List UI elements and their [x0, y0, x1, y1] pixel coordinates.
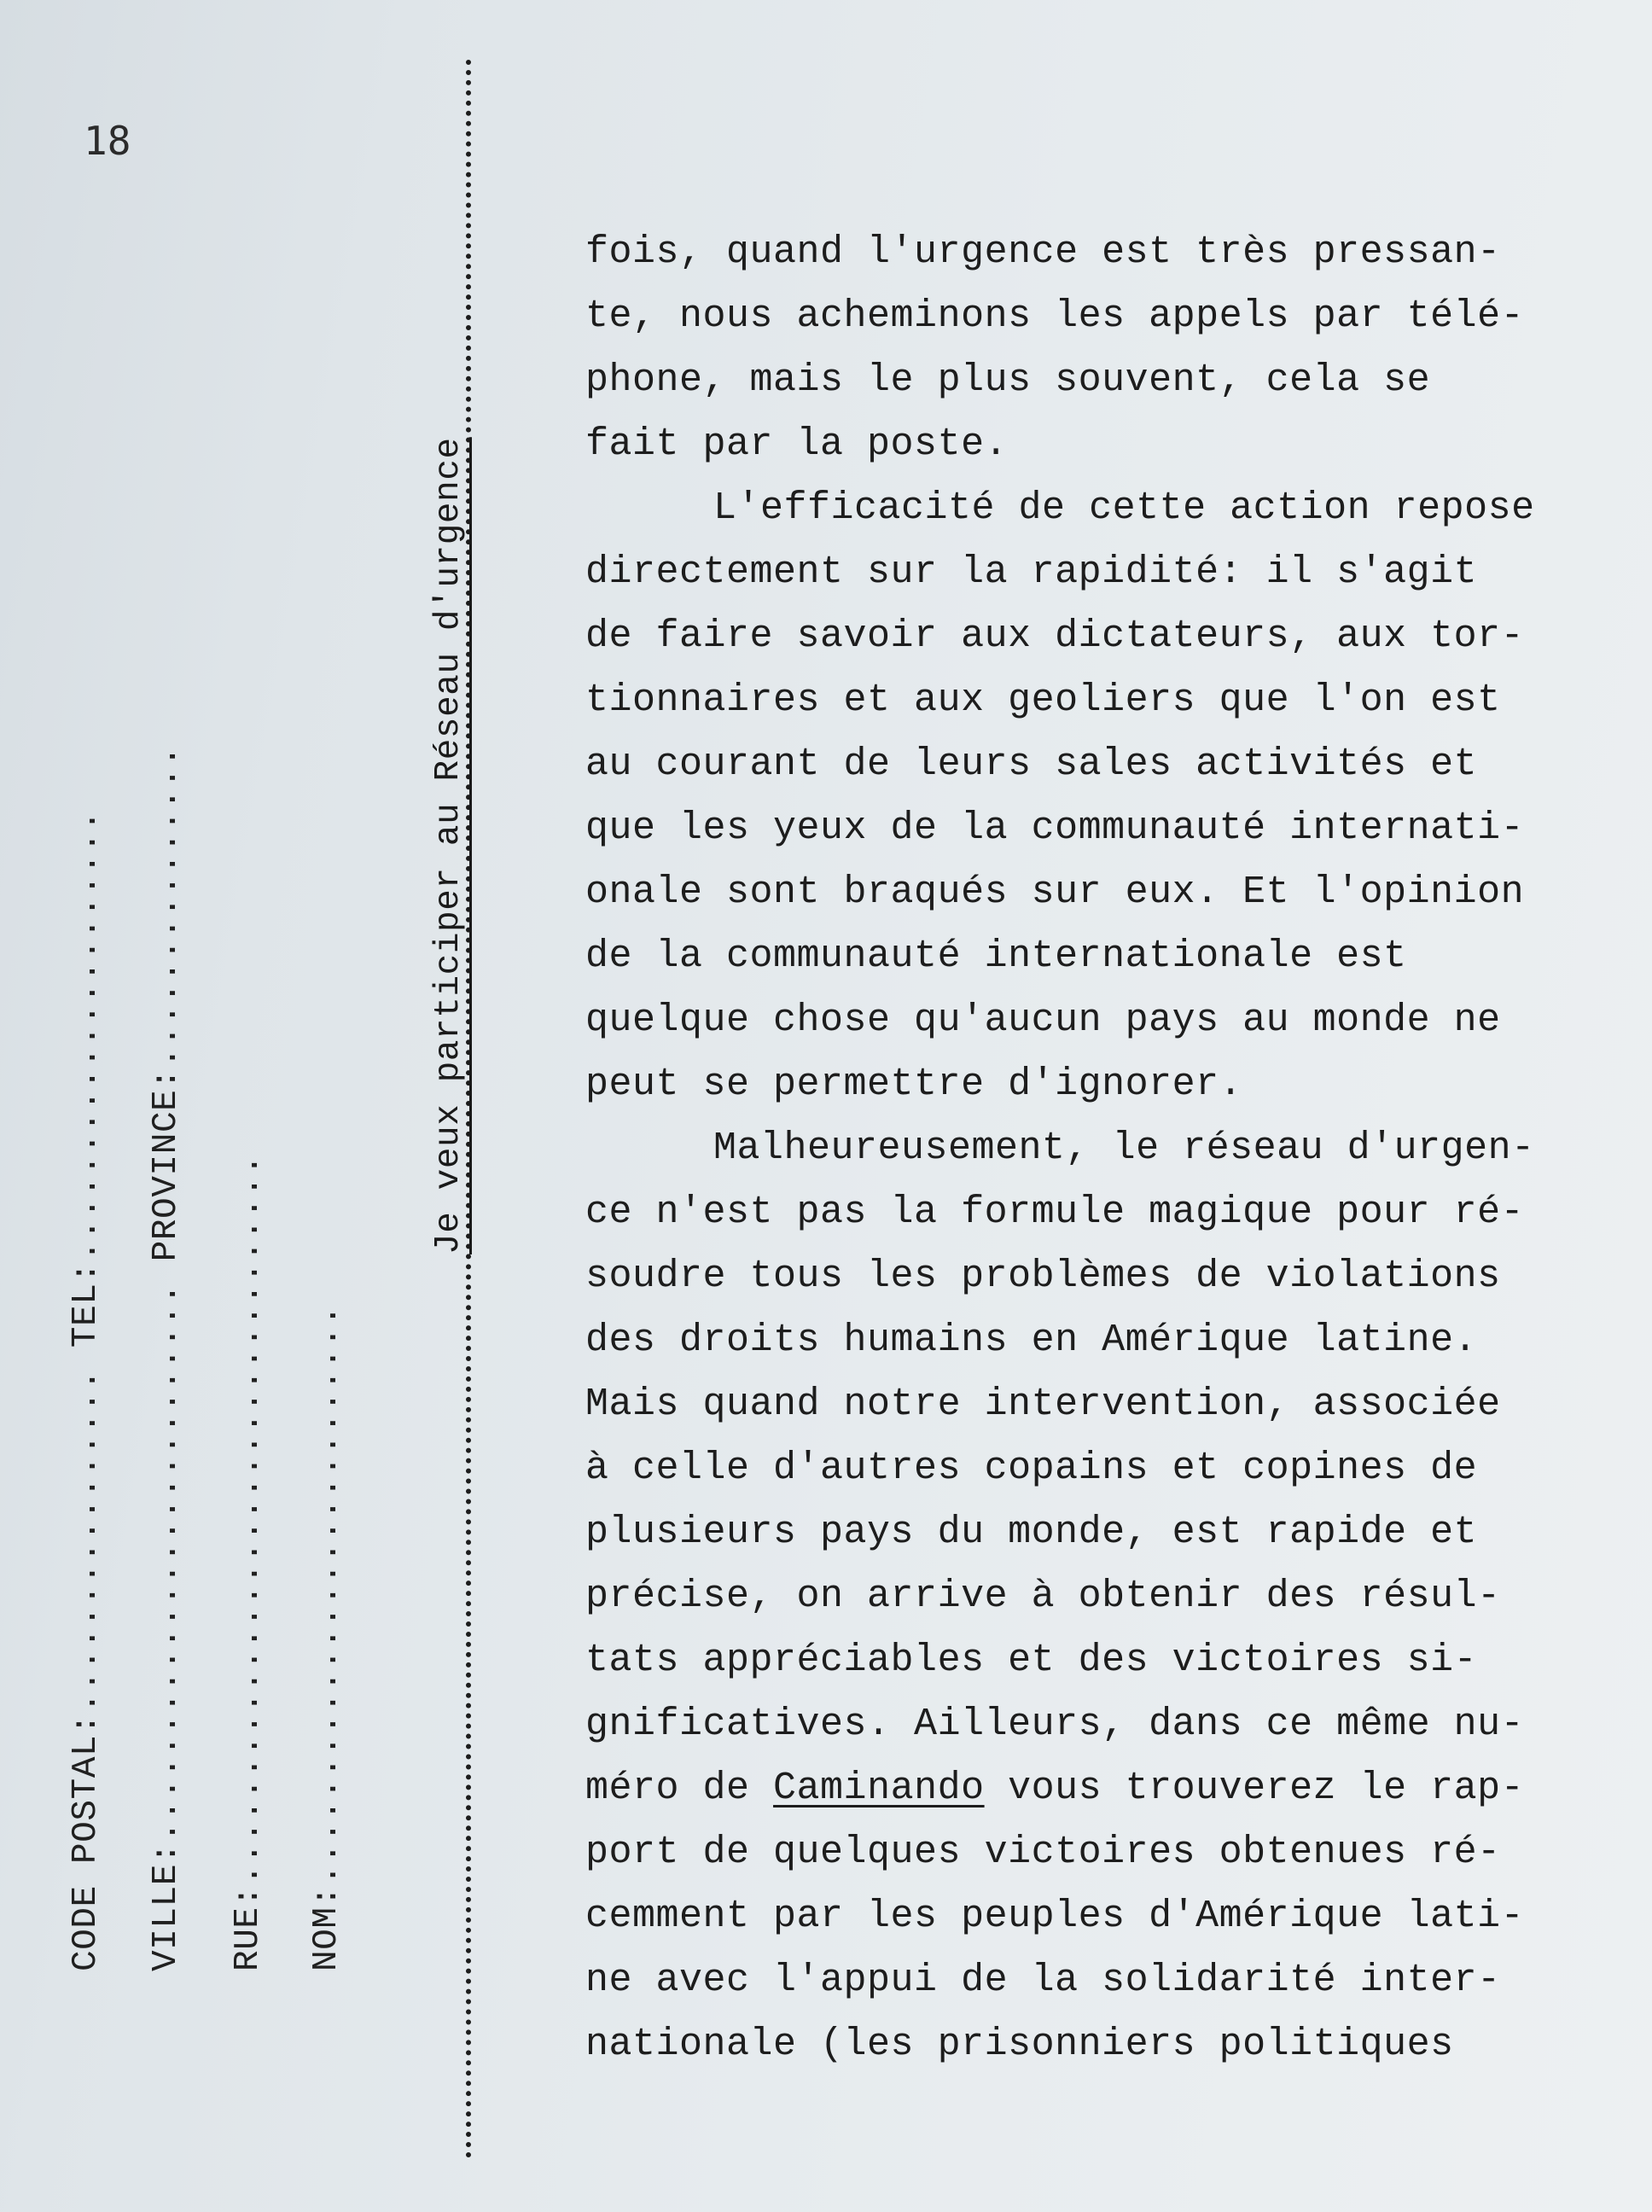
text-line: précise, on arrive à obtenir des résul- [585, 1575, 1501, 1618]
coupon-field-street: RUE:.................................. [229, 1154, 268, 1971]
text-line: port de quelques victoires obtenues ré- [585, 1831, 1501, 1874]
coupon-field-name: NOM:........................... [307, 1304, 346, 1971]
text-segment: vous trouverez le rap- [984, 1767, 1525, 1810]
text-line: peut se permettre d'ignorer. [585, 1062, 1243, 1106]
text-line: Mais quand notre intervention, associée [585, 1382, 1501, 1426]
text-line: que les yeux de la communauté internati- [585, 806, 1525, 850]
page-number: 18 [84, 118, 131, 164]
text-line: de la communauté internationale est [585, 934, 1407, 978]
text-line: soudre tous les problèmes de violations [585, 1254, 1501, 1298]
text-line: ce n'est pas la formule magique pour ré- [585, 1190, 1525, 1234]
text-line: phone, mais le plus souvent, cela se [585, 358, 1431, 402]
text-line: nationale (les prisonniers politiques [585, 2023, 1454, 2066]
text-line: tionnaires et aux geoliers que l'on est [585, 678, 1501, 722]
text-line: des droits humains en Amérique latine. [585, 1318, 1478, 1362]
text-line: fois, quand l'urgence est très pressan- [585, 230, 1501, 274]
text-line: fait par la poste. [585, 422, 1009, 466]
registration-coupon [60, 265, 503, 1971]
text-line: Malheureusement, le réseau d'urgen- [713, 1126, 1535, 1170]
body-text [585, 220, 1643, 2076]
text-line: te, nous acheminons les appels par télé- [585, 294, 1525, 338]
text-line: plusieurs pays du monde, est rapide et [585, 1511, 1478, 1554]
coupon-field-postal-code: CODE POSTAL:................ TEL:..................... [67, 809, 106, 1971]
text-line: cemment par les peuples d'Amérique lati- [585, 1895, 1525, 1938]
text-line: L'efficacité de cette action repose [713, 486, 1535, 530]
text-line: onale sont braqués sur eux. Et l'opinion [585, 870, 1525, 914]
text-line: directement sur la rapidité: il s'agit [585, 550, 1478, 594]
text-line: gnificatives. Ailleurs, dans ce même nu- [585, 1703, 1525, 1746]
text-line: ne avec l'appui de la solidarité inter- [585, 1959, 1501, 2002]
coupon-field-city: VILLE:.......................... PROVINCE:............... [147, 745, 186, 1971]
coupon-title: Je veux participer au Réseau d'urgence [429, 437, 468, 1254]
text-line: tats appréciables et des victoires si- [585, 1639, 1478, 1682]
text-line: au courant de leurs sales activités et [585, 742, 1478, 786]
text-line-caminando [585, 1756, 1643, 1820]
text-segment: méro de [585, 1767, 774, 1810]
text-line: à celle d'autres copains et copines de [585, 1447, 1478, 1490]
text-line: de faire savoir aux dictateurs, aux tor- [585, 614, 1525, 658]
text-line: quelque chose qu'aucun pays au monde ne [585, 998, 1501, 1042]
publication-title-caminando: Caminando [773, 1767, 985, 1810]
